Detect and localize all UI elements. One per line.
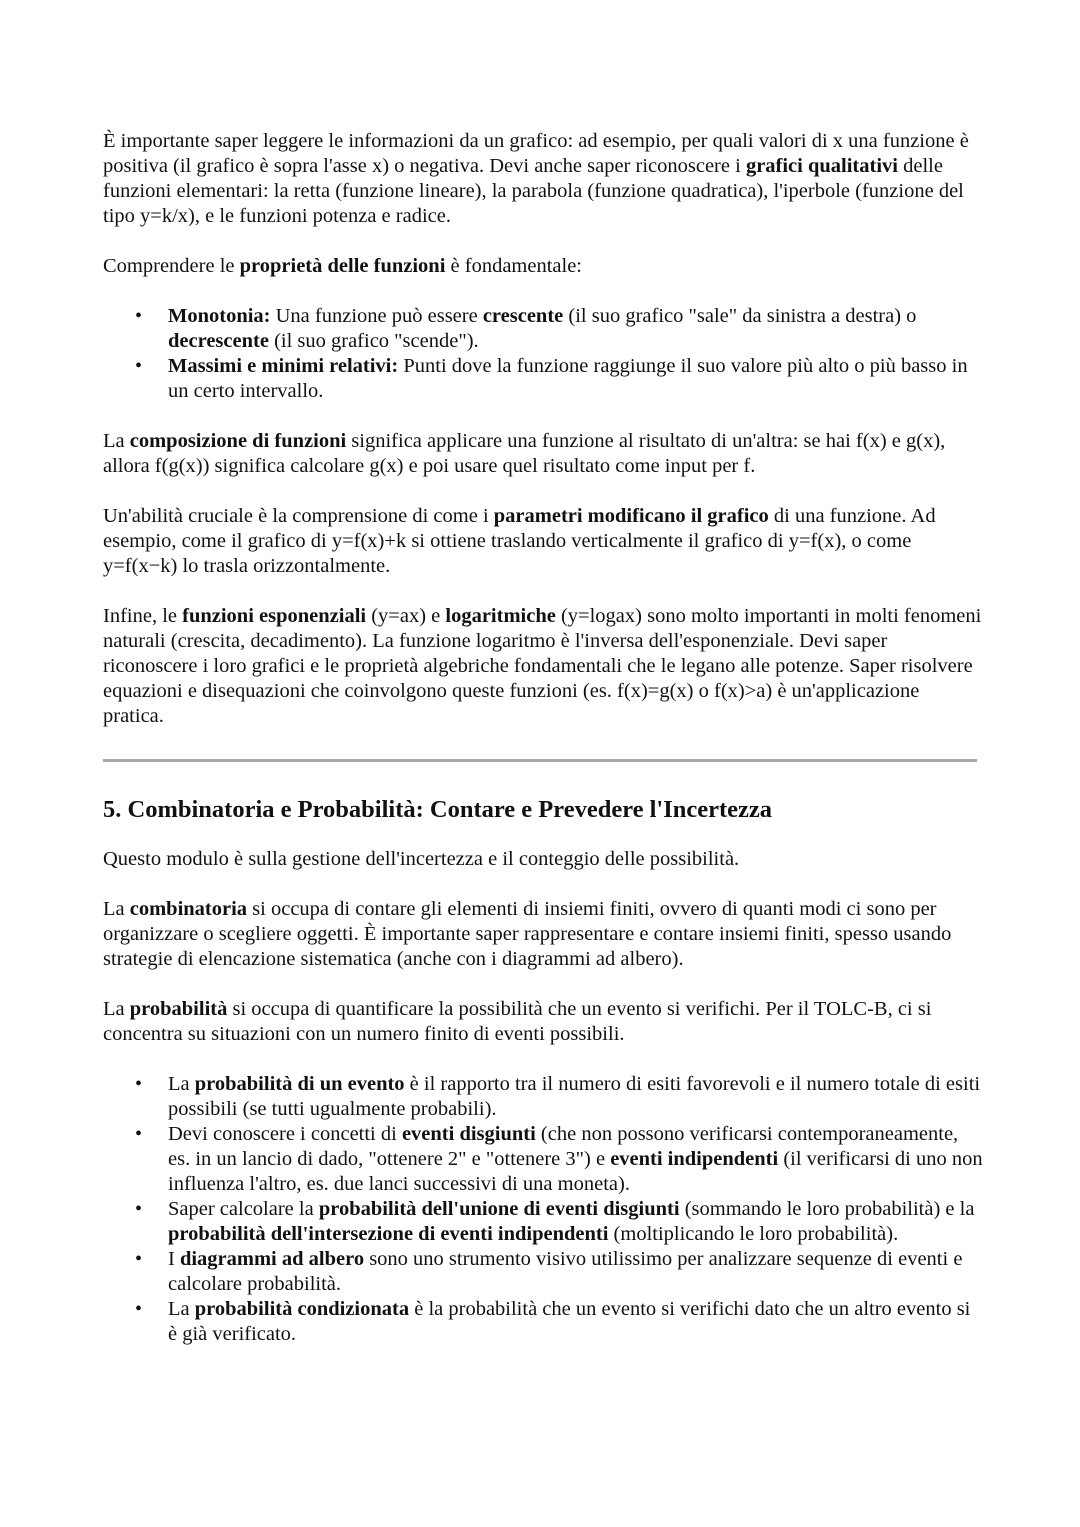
paragraph-module-intro <box>103 847 983 872</box>
list-item <box>103 1247 983 1297</box>
text-run: È importante saper leggere le informazioni da un grafico: ad esempio, per quali valori di x una funzione è positiva (il grafico è sopra l'asse x) o negativa. Devi anche saper riconoscere i <box>103 130 969 177</box>
bold-term: crescente <box>482 305 564 327</box>
bold-term: probabilità di un evento <box>194 1073 405 1095</box>
text-run: Questo modulo è sulla gestione dell'incertezza e il conteggio delle possibilità. <box>103 848 740 870</box>
text-run: si occupa di contare gli elementi di insiemi finiti, ovvero di quanti modi ci sono per organizzare o scegliere oggetti. È importante saper rappresentare e contare insiemi finiti, spesso usando strategie di elencazione sistematica (anche con i diagrammi ad albero). <box>103 898 952 970</box>
text-run: si occupa di quantificare la possibilità che un evento si verifichi. Per il TOLC-B, ci si concentra su situazioni con un numero finito di eventi possibili. <box>103 998 932 1045</box>
text-run: Infine, le <box>103 605 183 627</box>
bold-term: Monotonia: <box>168 305 271 327</box>
text-run: (il suo grafico "sale" da sinistra a destra) o <box>563 305 917 327</box>
bold-term: logaritmiche <box>445 605 556 627</box>
text-run: Un'abilità cruciale è la comprensione di come i <box>103 505 494 527</box>
bullet-icon: • <box>135 305 143 327</box>
text-run: (che non possono verificarsi contemporaneamente, es. in un lancio di dado, "ottenere 2" e "ottenere 3") e <box>168 1123 959 1170</box>
text-run: (il verificarsi di uno non influenza l'altro, es. due lanci successivi di una moneta). <box>168 1148 983 1195</box>
bold-term: Massimi e minimi relativi: <box>168 355 399 377</box>
bullet-icon: • <box>135 355 143 377</box>
text-run: La <box>168 1073 195 1095</box>
text-run: La <box>103 998 130 1020</box>
text-run: La <box>103 898 130 920</box>
bold-term: eventi indipendenti <box>610 1148 779 1170</box>
text-run: (sommando le loro probabilità) e la <box>679 1198 975 1220</box>
text-run: è il rapporto tra il numero di esiti favorevoli e il numero totale di esiti possibili (se tutti ugualmente probabili). <box>168 1073 981 1120</box>
document-page <box>103 129 983 1372</box>
paragraph-function-properties-intro <box>103 254 983 279</box>
paragraph-graph-parameters <box>103 504 983 579</box>
text-run: La <box>103 430 130 452</box>
bold-term: probabilità dell'intersezione di eventi indipendenti <box>168 1223 609 1245</box>
function-properties-list <box>103 304 983 404</box>
bullet-icon: • <box>135 1248 143 1270</box>
bold-term: combinatoria <box>129 898 248 920</box>
text-run: (moltiplicando le loro probabilità). <box>608 1223 899 1245</box>
list-item <box>103 1297 983 1347</box>
text-run: (y=ax) e <box>366 605 446 627</box>
bold-term: proprietà delle funzioni <box>239 255 446 277</box>
text-run: di una funzione. Ad esempio, come il grafico di y=f(x)+k si ottiene traslando verticalmente il grafico di y=f(x), o come y=f(x−k) lo trasla orizzontalmente. <box>103 505 936 577</box>
paragraph-combinatorics <box>103 897 983 972</box>
text-run: Una funzione può essere <box>270 305 483 327</box>
probability-concepts-list <box>103 1072 983 1347</box>
text-run: I <box>168 1248 180 1270</box>
bullet-icon: • <box>135 1298 143 1320</box>
list-item <box>103 1122 983 1197</box>
bold-term: grafici qualitativi <box>745 155 898 177</box>
list-item <box>103 304 983 354</box>
paragraph-function-composition <box>103 429 983 479</box>
list-item <box>103 354 983 404</box>
paragraph-exponential-logarithmic <box>103 604 983 729</box>
bold-term: eventi disgiunti <box>401 1123 536 1145</box>
text-run: significa applicare una funzione al risultato di un'altra: se hai f(x) e g(x), allora f(g(x)) significa calcolare g(x) e poi usare quel risultato come input per f. <box>103 430 946 477</box>
text-run: Saper calcolare la <box>168 1198 319 1220</box>
bullet-icon: • <box>135 1198 143 1220</box>
text-run: (il suo grafico "scende"). <box>268 330 479 352</box>
bold-term: parametri modificano il grafico <box>493 505 769 527</box>
text-run: è fondamentale: <box>445 255 582 277</box>
bold-term: decrescente <box>168 330 269 352</box>
bold-term: diagrammi ad albero <box>179 1248 365 1270</box>
bold-term: probabilità dell'unione di eventi disgiunti <box>318 1198 680 1220</box>
text-run: Devi conoscere i concetti di <box>168 1123 402 1145</box>
text-run: sono uno strumento visivo utilissimo per analizzare sequenze di eventi e calcolare probabilità. <box>168 1248 963 1295</box>
list-item <box>103 1072 983 1122</box>
bold-term: composizione di funzioni <box>129 430 347 452</box>
bullet-icon: • <box>135 1073 143 1095</box>
paragraph-graph-reading <box>103 129 983 229</box>
bold-term: probabilità condizionata <box>194 1298 410 1320</box>
bold-term: probabilità <box>129 998 228 1020</box>
bold-term: funzioni esponenziali <box>182 605 367 627</box>
text-run: Comprendere le <box>103 255 240 277</box>
text-run: (y=logax) sono molto importanti in molti fenomeni naturali (crescita, decadimento). La funzione logaritmo è l'inversa dell'esponenziale. Devi saper riconoscere i loro grafici e le proprietà algebriche fondamentali che le legano alle potenze. Saper risolvere equazioni e disequazioni che coinvolgono queste funzioni (es. f(x)=g(x) o f(x)>a) è un'applicazione pratica. <box>103 605 982 727</box>
text-run: delle funzioni elementari: la retta (funzione lineare), la parabola (funzione quadratica), l'iperbole (funzione del tipo y=k/x), e le funzioni potenza e radice. <box>103 155 964 227</box>
section-divider <box>103 759 977 762</box>
text-run: è la probabilità che un evento si verifichi dato che un altro evento si è già verificato. <box>168 1298 971 1345</box>
paragraph-probability <box>103 997 983 1047</box>
text-run: Punti dove la funzione raggiunge il suo valore più alto o più basso in un certo intervallo. <box>168 355 968 402</box>
text-run: La <box>168 1298 195 1320</box>
bullet-icon: • <box>135 1123 143 1145</box>
section-heading: 5. Combinatoria e Probabilità: Contare e Prevedere l'Incertezza <box>103 796 773 823</box>
list-item <box>103 1197 983 1247</box>
